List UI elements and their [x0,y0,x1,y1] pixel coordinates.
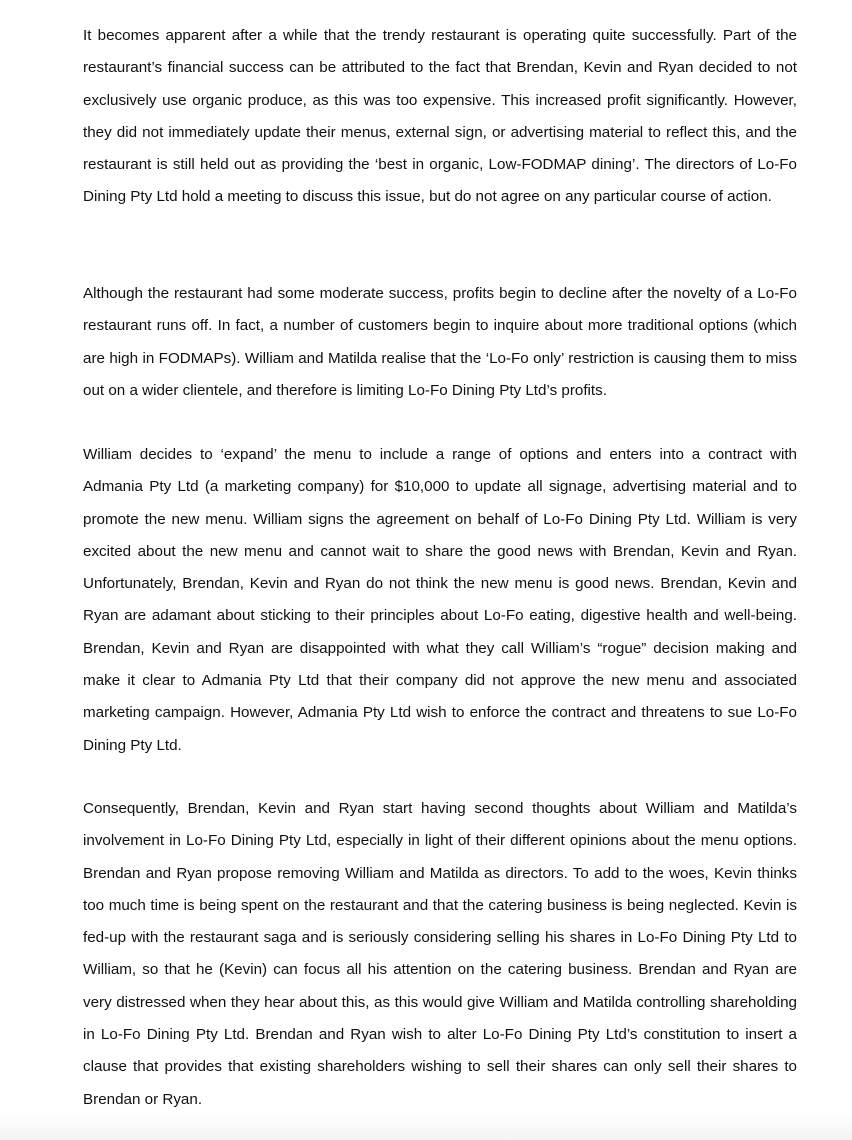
paragraph-text: It becomes apparent after a while that the trendy restaurant is operating quite successfully. Part of the restaurant’s financial success can be attributed to the fact that Brendan, Kevin and Ryan decided to not exclusively use organic produce, as this was too expensive. This increased profit significantly. However, they did not immediately update their menus, external sign, or advertising material to reflect this, and the restaurant is still held out as providing the ‘best in organic, Low-FODMAP dining’. The directors of Lo-Fo Dining Pty Ltd hold a meeting to discuss this issue, but do not agree on any particular course of action. [83,27,797,206]
paragraph-shareholder-dispute [83,793,797,1116]
paragraph-text: William decides to ‘expand’ the menu to include a range of options and enters into a contract with Admania Pty Ltd (a marketing company) for $10,000 to update all signage, advertising material and to promote the new menu. William signs the agreement on behalf of Lo-Fo Dining Pty Ltd. William is very excited about the new menu and cannot wait to share the good news with Brendan, Kevin and Ryan. Unfortunately, Brendan, Kevin and Ryan do not think the new menu is good news. Brendan, Kevin and Ryan are adamant about sticking to their principles about Lo-Fo eating, digestive health and well-being. Brendan, Kevin and Ryan are disappointed with what they call William’s “rogue” decision making and make it clear to Admania Pty Ltd that their company did not approve the new menu and associated marketing campaign. However, Admania Pty Ltd wish to enforce the contract and threatens to sue Lo-Fo Dining Pty Ltd. [83,446,797,754]
paragraph-text: Although the restaurant had some moderate success, profits begin to decline after the novelty of a Lo-Fo restaurant runs off. In fact, a number of customers begin to inquire about more traditional options (which are high in FODMAPs). William and Matilda realise that the ‘Lo-Fo only’ restriction is causing them to miss out on a wider clientele, and therefore is limiting Lo-Fo Dining Pty Ltd’s profits. [83,285,797,399]
paragraph-organic-produce [83,20,797,214]
paragraph-text: Consequently, Brendan, Kevin and Ryan start having second thoughts about William and Matilda’s involvement in Lo-Fo Dining Pty Ltd, especially in light of their different opinions about the menu options. Brendan and Ryan propose removing William and Matilda as directors. To add to the woes, Kevin thinks too much time is being spent on the restaurant and that the catering business is being neglected. Kevin is fed-up with the restaurant saga and is seriously considering selling his shares in Lo-Fo Dining Pty Ltd to William, so that he (Kevin) can focus all his attention on the catering business. Brendan and Ryan are very distressed when they hear about this, as this would give William and Matilda controlling shareholding in Lo-Fo Dining Pty Ltd. Brendan and Ryan wish to alter Lo-Fo Dining Pty Ltd’s constitution to insert a clause that provides that existing shareholders wishing to sell their shares can only sell their shares to Brendan or Ryan. [83,800,797,1108]
paragraph-admania-contract [83,439,797,762]
paragraph-declining-profits [83,278,797,407]
page-bottom-edge [0,1112,852,1140]
